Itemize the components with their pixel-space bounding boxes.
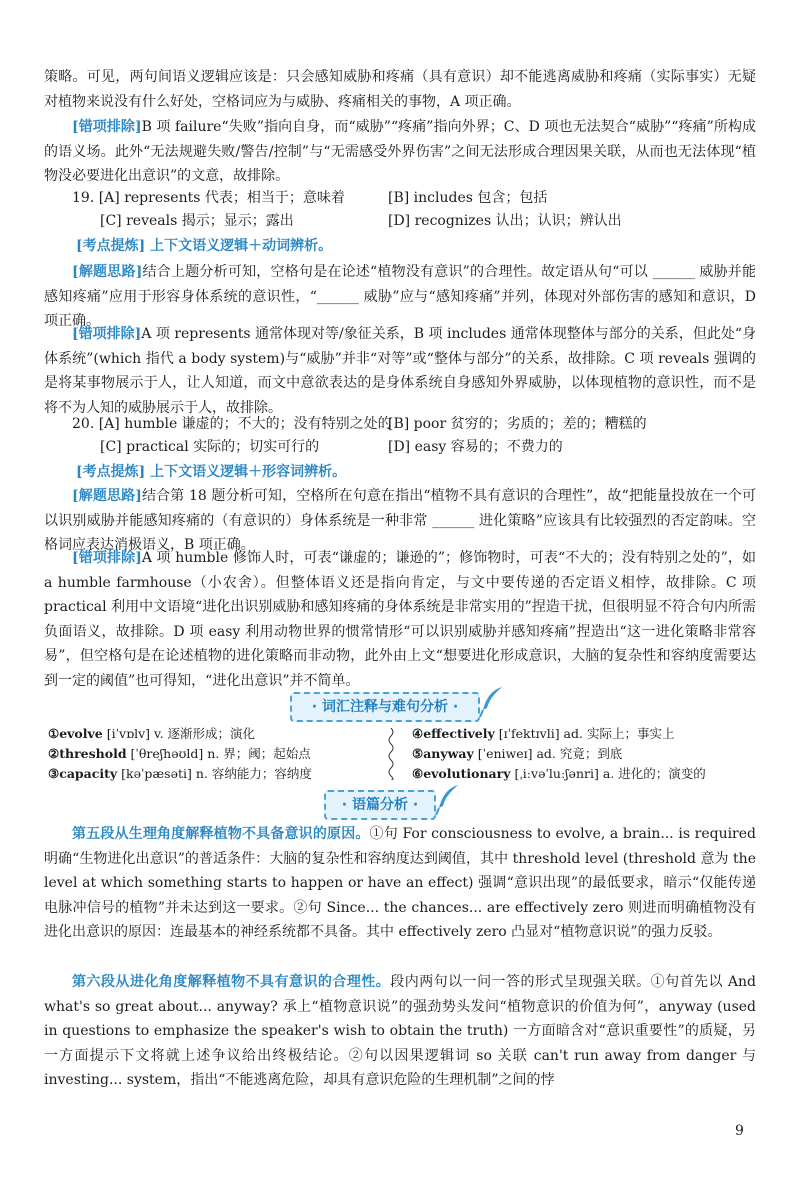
vocab-word: ⑥evolutionary: [412, 766, 511, 781]
idea-tag: [解题思路]: [72, 488, 142, 504]
vocab-item-2: [48, 744, 311, 764]
vocab-def: [ɪˈfektɪvli] ad. 实际上；事实上: [498, 726, 675, 741]
para5-lead: 第五段从生理角度解释植物不具备意识的原因。: [72, 826, 370, 842]
vocab-word: ④effectively: [412, 726, 495, 741]
vocab-word: ②threshold: [48, 746, 127, 761]
divider-wavy: [386, 728, 396, 780]
para5-text: ①句 For consciousness to evolve, a brain... is required 明确“生物进化出意识”的普适条件：大脑的复杂性和容纳度达到阈值，其中 threshold level (threshold 意为 the level at which something starts to happen or have an effect) 强调“意识出现”的最低要求，暗示“仅能传递电脉冲信号的植物”并未达到这一要求。②句 Since... the chances... are effectively zero 则进而明确植物没有进化出意识的原因：连最基本的神经系统都不具备。其中 effectively zero 凸显对“植物意识说”的强力反驳。: [44, 826, 756, 940]
q19-option-a: 19. [A] represents 代表；相当于；意味着: [72, 190, 345, 206]
elimination-tag: [错项排除]: [72, 326, 142, 342]
vocab-def: [ˈeniweɪ] ad. 究竟；到底: [477, 746, 623, 761]
q20-elimination: [44, 546, 756, 693]
vocab-word: ⑤anyway: [412, 746, 474, 761]
para5-analysis: [44, 822, 756, 945]
vocab-def: [ˌiːvəˈluːʃənri] a. 进化的；演变的: [514, 766, 706, 781]
q19-point-heading: [考点提炼] 上下文语义逻辑＋动词辨析。: [76, 238, 333, 254]
idea-text: 结合第 18 题分析可知，空格所在句意在指出“植物不具有意识的合理性”，故“把能量投放在一个可以识别威胁并能感知疼痛的（有意识的）身体系统是一种非常 ______ 进化策略”应该具有比较强烈的否定韵味。空格词应表达消极语义，B 项正确。: [44, 488, 756, 553]
q20-option-c: [C] practical 实际的；切实可行的: [100, 439, 320, 455]
vocab-def: [ˈθreʃhəʊld] n. 界；阈；起始点: [130, 746, 311, 761]
q20-point-heading: [考点提炼] 上下文语义逻辑＋形容词辨析。: [76, 464, 347, 480]
q19-option-b: [B] includes 包含；包括: [388, 190, 548, 206]
q20-option-a: 20. [A] humble 谦虚的；不大的；没有特别之处的: [72, 416, 392, 432]
continued-paragraph: 策略。可见，两句间语义逻辑应该是：只会感知威胁和疼痛（具有意识）却不能逃离威胁和疼痛（实际事实）无疑对植物来说没有什么好处，空格词应为与威胁、疼痛相关的事物，A 项正确。: [44, 69, 756, 110]
para6-text: 段内两句以一问一答的形式呈现强关联。①句首先以 And what's so great about... anyway? 承上“植物意识说”的强劲势头发问“植物意识的价值为何”，anyway (used in questions to emphasize the speaker's wish to obtain the truth) 一方面暗含对“意识重要性”的质疑，另一方面提示下文将就上述争议给出终极结论。②句以因果逻辑词 so 关联 can't run away from danger 与 investing... system，指出“不能逃离危险，却具有意识危险的生理机制”之间的悖: [44, 974, 756, 1088]
idea-text: 结合上题分析可知，空格句是在论述“植物没有意识”的合理性。故定语从句“可以 ______ 威胁并能感知疼痛”应用于形容身体系统的意识性，“______ 威胁”应与“感知疼痛”并列，体现对外部伤害的感知和意识，D 项正确。: [44, 264, 757, 329]
vocab-item-5: [412, 744, 622, 764]
q20-option-b: [B] poor 贫穷的；劣质的；差的；糟糕的: [388, 416, 647, 432]
page-number: 9: [735, 1123, 744, 1139]
quill-icon: [434, 784, 460, 816]
vocab-item-3: [48, 764, 312, 784]
elimination-tag: [错项排除]: [72, 119, 142, 135]
vocab-banner: · 词汇注释与难句分析 ·: [290, 692, 480, 722]
elimination-text: A 项 represents 通常体现对等/象征关系，B 项 includes 通常体现整体与部分的关系，但此处“身体系统”(which 指代 a body system)与“威胁”并非“对等”或“整体与部分”的关系，故排除。C 项 reveals 强调的是将某事物展示于人，让人知道，而文中意欲表达的是身体系统自身感知外界威胁，以体现植物的意识性，而不是将不为人知的威胁展示于人，故排除。: [44, 326, 757, 416]
vocab-def: [iˈvɒlv] v. 逐渐形成；演化: [106, 726, 256, 741]
elimination-text: B 项 failure“失败”指向自身，而“威胁”“疼痛”指向外界；C、D 项也无法契合“威胁”“疼痛”所构成的语义场。此外“无法规避失败/警告/控制”与“无需感受外界伤害”之间无法形成合理因果关联，从而也无法体现“植物没必要进化出意识”的文意，故排除。: [44, 119, 757, 184]
q18-elimination: [44, 115, 756, 189]
q19-elimination: [44, 322, 756, 420]
vocab-word: ③capacity: [48, 766, 118, 781]
elimination-tag: [错项排除]: [72, 550, 142, 566]
vocab-item-6: [412, 764, 706, 784]
quill-icon: [478, 686, 504, 718]
vocab-def: [kəˈpæsəti] n. 容纳能力；容纳度: [121, 766, 312, 781]
vocab-item-4: [412, 724, 674, 744]
vocab-word: ①evolve: [48, 726, 103, 741]
q19-option-c: [C] reveals 揭示；显示；露出: [100, 213, 294, 229]
para6-analysis: [44, 970, 756, 1093]
analysis-banner: · 语篇分析 ·: [324, 790, 436, 820]
q19-option-d: [D] recognizes 认出；认识；辨认出: [388, 213, 622, 229]
q20-option-d: [D] easy 容易的；不费力的: [388, 439, 563, 455]
vocab-item-1: [48, 724, 255, 744]
elimination-text: A 项 humble 修饰人时，可表“谦虚的；谦逊的”；修饰物时，可表“不大的；没有特别之处的”，如 a humble farmhouse（小农舍）。但整体语义还是指向肯定，与文中要传递的否定语义相悖，故排除。C 项 practical 利用中文语境“进化出识别威胁和感知疼痛的身体系统是非常实用的”捏造干扰，但很明显不符合句内所需负面语义，故排除。D 项 easy 利用动物世界的惯常情形“可以识别威胁并感知疼痛”捏造出“这一进化策略非常容易”，但空格句是在论述植物的进化策略而非动物，此外由上文“想要进化形成意识，大脑的复杂性和容纳度需要达到一定的阈值”也可得知，“进化出意识”并不简单。: [44, 550, 756, 689]
idea-tag: [解题思路]: [72, 264, 143, 280]
para6-lead: 第六段从进化角度解释植物不具有意识的合理性。: [72, 974, 391, 990]
